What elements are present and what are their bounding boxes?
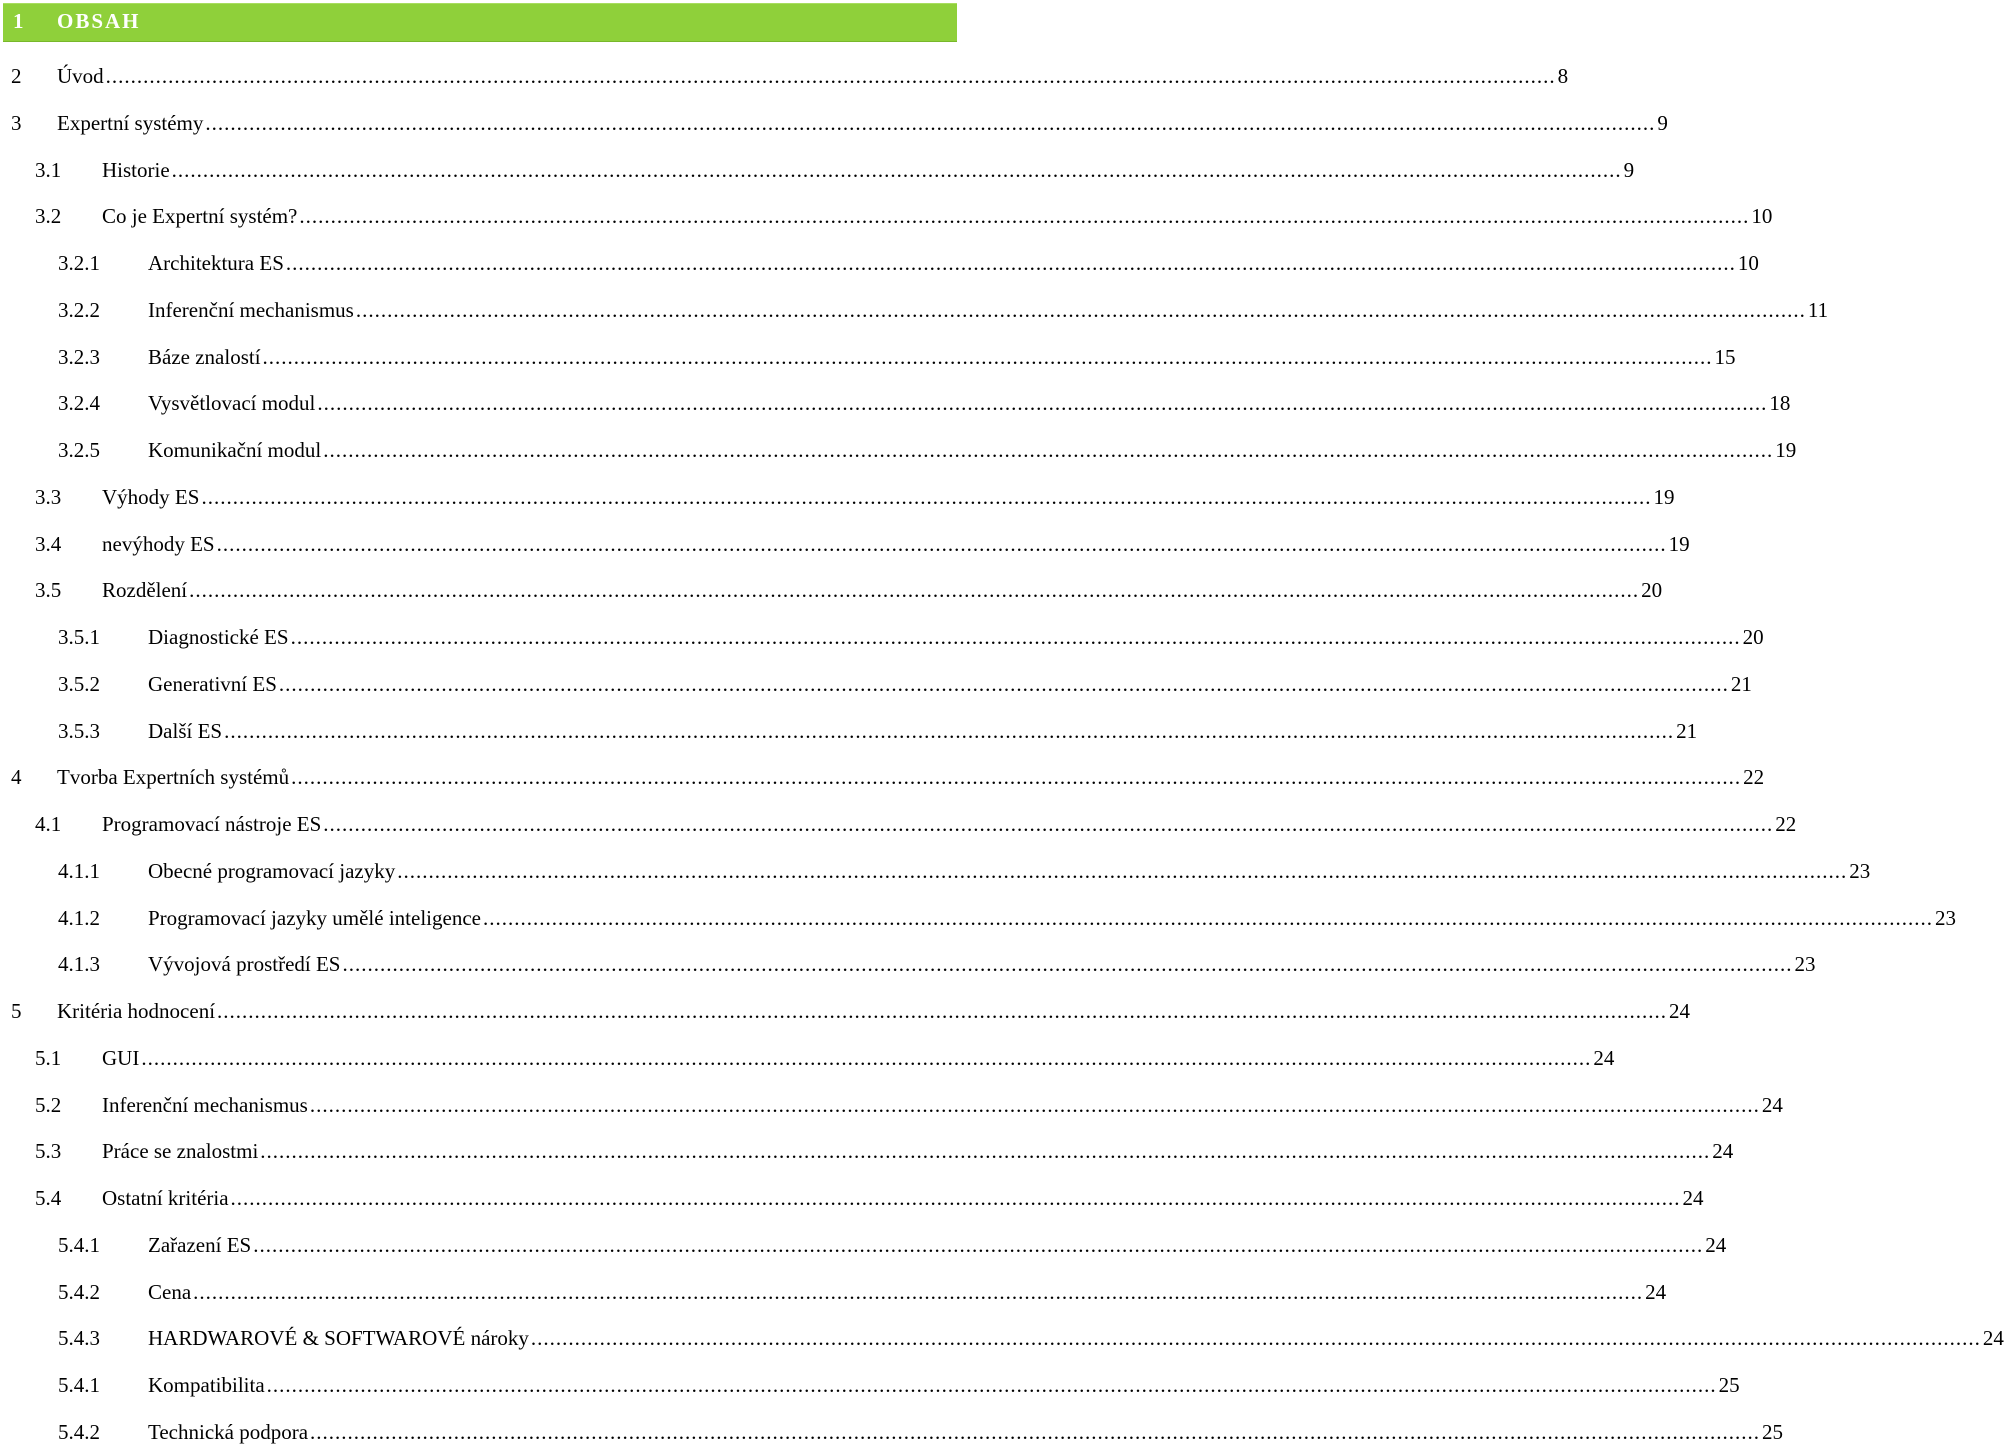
toc-entry[interactable] <box>58 1417 1784 1447</box>
toc-entry-number: 2 <box>11 64 22 88</box>
toc-entry-page: 24 <box>1712 1139 1734 1164</box>
toc-entry-page: 23 <box>1794 952 1816 977</box>
toc-entry[interactable] <box>58 903 1956 933</box>
toc-entry-title: HARDWAROVÉ & SOFTWAROVÉ nároky <box>148 1326 529 1351</box>
toc-entry-page: 18 <box>1769 391 1791 416</box>
toc-entry[interactable] <box>35 575 1663 605</box>
toc-dot-leader <box>291 622 1741 652</box>
toc-entry-title: Vysvětlovací modul <box>148 391 316 416</box>
toc-entry-page: 19 <box>1775 438 1797 462</box>
toc-entry-title: Programovací nástroje ES <box>102 812 322 836</box>
toc-entry-number: 5.4.3 <box>58 1326 100 1351</box>
toc-dot-leader <box>263 342 1713 372</box>
toc-entry-page: 19 <box>1668 531 1690 556</box>
toc-entry-number: 3.5 <box>35 578 62 603</box>
toc-entry-number: 3.5.1 <box>58 625 100 649</box>
toc-entry-page: 20 <box>1742 625 1764 649</box>
toc-entry-number: 4 <box>11 765 22 790</box>
toc-entry-page: 24 <box>1982 1326 2004 1351</box>
toc-dot-leader <box>106 61 1556 91</box>
toc-entry-title: Co je Expertní systém? <box>102 204 298 229</box>
toc-entry-number: 5.4.2 <box>58 1419 100 1444</box>
heading-number: 1 <box>13 9 25 33</box>
toc-entry-number: 5.2 <box>35 1092 62 1117</box>
toc-dot-leader <box>323 809 1773 839</box>
toc-entry[interactable] <box>58 1370 1740 1400</box>
toc-dot-leader <box>217 996 1667 1026</box>
toc-entry[interactable] <box>35 1183 1704 1213</box>
toc-entry-page: 21 <box>1730 671 1752 696</box>
toc-entry-page: 24 <box>1593 1045 1615 1070</box>
toc-entry-number: 5.3 <box>35 1139 62 1164</box>
toc-dot-leader <box>260 1136 1710 1166</box>
toc-dot-leader <box>217 529 1667 559</box>
toc-dot-leader <box>291 762 1741 792</box>
toc-dot-leader <box>201 482 1651 512</box>
toc-entry-number: 5.4 <box>35 1186 62 1210</box>
toc-entry-title: Vývojová prostředí ES <box>148 952 341 977</box>
toc-dot-leader <box>342 949 1792 979</box>
toc-entry-number: 5.1 <box>35 1045 62 1070</box>
toc-dot-leader <box>483 903 1933 933</box>
toc-entry-title: Tvorba Expertních systémů <box>57 765 290 790</box>
toc-entry-title: Komunikační modul <box>148 438 322 462</box>
toc-dot-leader <box>224 716 1674 746</box>
toc-entry-number: 3.2.5 <box>58 438 100 462</box>
toc-entry-number: 5 <box>11 999 22 1023</box>
toc-dot-leader <box>356 295 1806 325</box>
toc-entry-title: Zařazení ES <box>148 1232 252 1257</box>
toc-entry-page: 22 <box>1775 812 1797 836</box>
toc-entry-page: 10 <box>1737 251 1759 275</box>
toc-entry-page: 24 <box>1761 1092 1783 1117</box>
toc-entry-title: Expertní systémy <box>57 110 204 135</box>
toc-dot-leader <box>189 575 1639 605</box>
toc-entry-page: 9 <box>1657 110 1668 135</box>
toc-entry[interactable] <box>58 295 1829 325</box>
toc-entry[interactable] <box>58 1277 1667 1307</box>
toc-entry-number: 3.5.2 <box>58 671 100 696</box>
toc-entry-page: 21 <box>1676 718 1698 743</box>
toc-entry[interactable] <box>58 949 1816 979</box>
toc-entry-title: Kritéria hodnocení <box>57 999 216 1023</box>
toc-entry-number: 5.4.1 <box>58 1373 100 1397</box>
toc-dot-leader <box>286 248 1736 278</box>
toc-entry[interactable] <box>58 435 1797 465</box>
toc-entry-title: Diagnostické ES <box>148 625 289 649</box>
toc-entry[interactable] <box>11 996 1691 1026</box>
toc-dot-leader <box>310 1417 1760 1447</box>
toc-entry-title: nevýhody ES <box>102 531 215 556</box>
toc-dot-leader <box>141 1043 1591 1073</box>
toc-entry[interactable] <box>11 108 1668 138</box>
toc-entry-page: 19 <box>1653 484 1675 509</box>
toc-entry-title: Práce se znalostmi <box>102 1139 259 1164</box>
toc-heading <box>3 3 957 42</box>
toc-entry[interactable] <box>35 809 1797 839</box>
toc-entry-number: 5.4.2 <box>58 1279 100 1304</box>
toc-entry-number: 5.4.1 <box>58 1232 100 1257</box>
toc-entry-page: 10 <box>1751 204 1773 229</box>
toc-entry-title: Historie <box>102 157 170 182</box>
toc-entry-number: 4.1 <box>35 812 62 836</box>
toc-entry[interactable] <box>58 388 1791 418</box>
toc-entry-page: 20 <box>1641 578 1663 603</box>
toc-entry[interactable] <box>58 622 1764 652</box>
toc-entry-title: Obecné programovací jazyky <box>148 858 396 883</box>
toc-dot-leader <box>531 1323 1981 1353</box>
toc-entry[interactable] <box>58 669 1752 699</box>
toc-dot-leader <box>267 1370 1717 1400</box>
toc-entry[interactable] <box>35 1043 1615 1073</box>
toc-entry-title: Další ES <box>148 718 223 743</box>
toc-dot-leader <box>231 1183 1681 1213</box>
toc-dot-leader <box>279 669 1729 699</box>
toc-dot-leader <box>172 155 1622 185</box>
toc-dot-leader <box>310 1090 1760 1120</box>
toc-entry[interactable] <box>35 1090 1783 1120</box>
toc-entry-number: 4.1.2 <box>58 905 100 930</box>
toc-entry-title: Rozdělení <box>102 578 188 603</box>
toc-entry[interactable] <box>35 482 1675 512</box>
toc-entry-title: Báze znalostí <box>148 344 261 369</box>
toc-entry-number: 3.2.2 <box>58 297 100 322</box>
toc-entry-number: 3 <box>11 110 22 135</box>
toc-entry-number: 3.3 <box>35 484 62 509</box>
toc-entry-number: 3.5.3 <box>58 718 100 743</box>
toc-entry-title: Inferenční mechanismus <box>148 297 354 322</box>
toc-entry-number: 4.1.1 <box>58 858 100 883</box>
toc-entry-title: Výhody ES <box>102 484 200 509</box>
toc-entry-title: Technická podpora <box>148 1419 309 1444</box>
toc-entry-page: 11 <box>1807 297 1829 322</box>
toc-entry-page: 23 <box>1849 858 1871 883</box>
toc-dot-leader <box>253 1230 1703 1260</box>
toc-dot-leader <box>397 856 1847 886</box>
toc-dot-leader <box>299 201 1749 231</box>
toc-entry-number: 3.2.1 <box>58 251 100 275</box>
heading-title: OBSAH <box>57 9 141 33</box>
toc-entry[interactable] <box>11 61 1569 91</box>
toc-entry-title: Programovací jazyky umělé inteligence <box>148 905 481 930</box>
toc-entry[interactable] <box>58 856 1871 886</box>
toc-entry-number: 3.4 <box>35 531 62 556</box>
toc-entry-page: 23 <box>1934 905 1956 930</box>
toc-entry[interactable] <box>35 155 1635 185</box>
toc-entry-title: Cena <box>148 1279 192 1304</box>
toc-entry-title: Kompatibilita <box>148 1373 265 1397</box>
toc-entry-number: 3.2.3 <box>58 344 100 369</box>
toc-entry[interactable] <box>58 1323 2004 1353</box>
toc-entry-page: 22 <box>1743 765 1765 790</box>
toc-dot-leader <box>205 108 1655 138</box>
toc-entry[interactable] <box>58 716 1698 746</box>
toc-entry-number: 3.2.4 <box>58 391 100 416</box>
toc-entry-title: GUI <box>102 1045 140 1070</box>
toc-entry-page: 24 <box>1645 1279 1667 1304</box>
toc-entry-page: 15 <box>1714 344 1736 369</box>
toc-entry-number: 4.1.3 <box>58 952 100 977</box>
toc-entry[interactable] <box>58 248 1759 278</box>
toc-entry-title: Ostatní kritéria <box>102 1186 229 1210</box>
toc-entry-number: 3.2 <box>35 204 62 229</box>
toc-entry-page: 25 <box>1718 1373 1740 1397</box>
toc-entry-page: 24 <box>1682 1186 1704 1210</box>
toc-entry-page: 25 <box>1762 1419 1784 1444</box>
toc-entry-title: Generativní ES <box>148 671 277 696</box>
toc-entry-title: Úvod <box>57 64 104 88</box>
toc-entry-page: 24 <box>1705 1232 1727 1257</box>
toc-entry-page: 24 <box>1669 999 1691 1023</box>
toc-entry-page: 8 <box>1557 64 1569 88</box>
toc-entry[interactable] <box>35 201 1773 231</box>
toc-entry-title: Architektura ES <box>148 251 284 275</box>
toc-entry[interactable] <box>58 342 1736 372</box>
toc-entry[interactable] <box>35 529 1690 559</box>
toc-entry-number: 3.1 <box>35 157 62 182</box>
toc-entry-page: 9 <box>1623 157 1635 182</box>
toc-dot-leader <box>193 1277 1643 1307</box>
toc-entry[interactable] <box>35 1136 1734 1166</box>
toc-entry[interactable] <box>11 762 1765 792</box>
toc-entry[interactable] <box>58 1230 1727 1260</box>
toc-dot-leader <box>317 388 1767 418</box>
toc-dot-leader <box>323 435 1773 465</box>
toc-entry-title: Inferenční mechanismus <box>102 1092 308 1117</box>
